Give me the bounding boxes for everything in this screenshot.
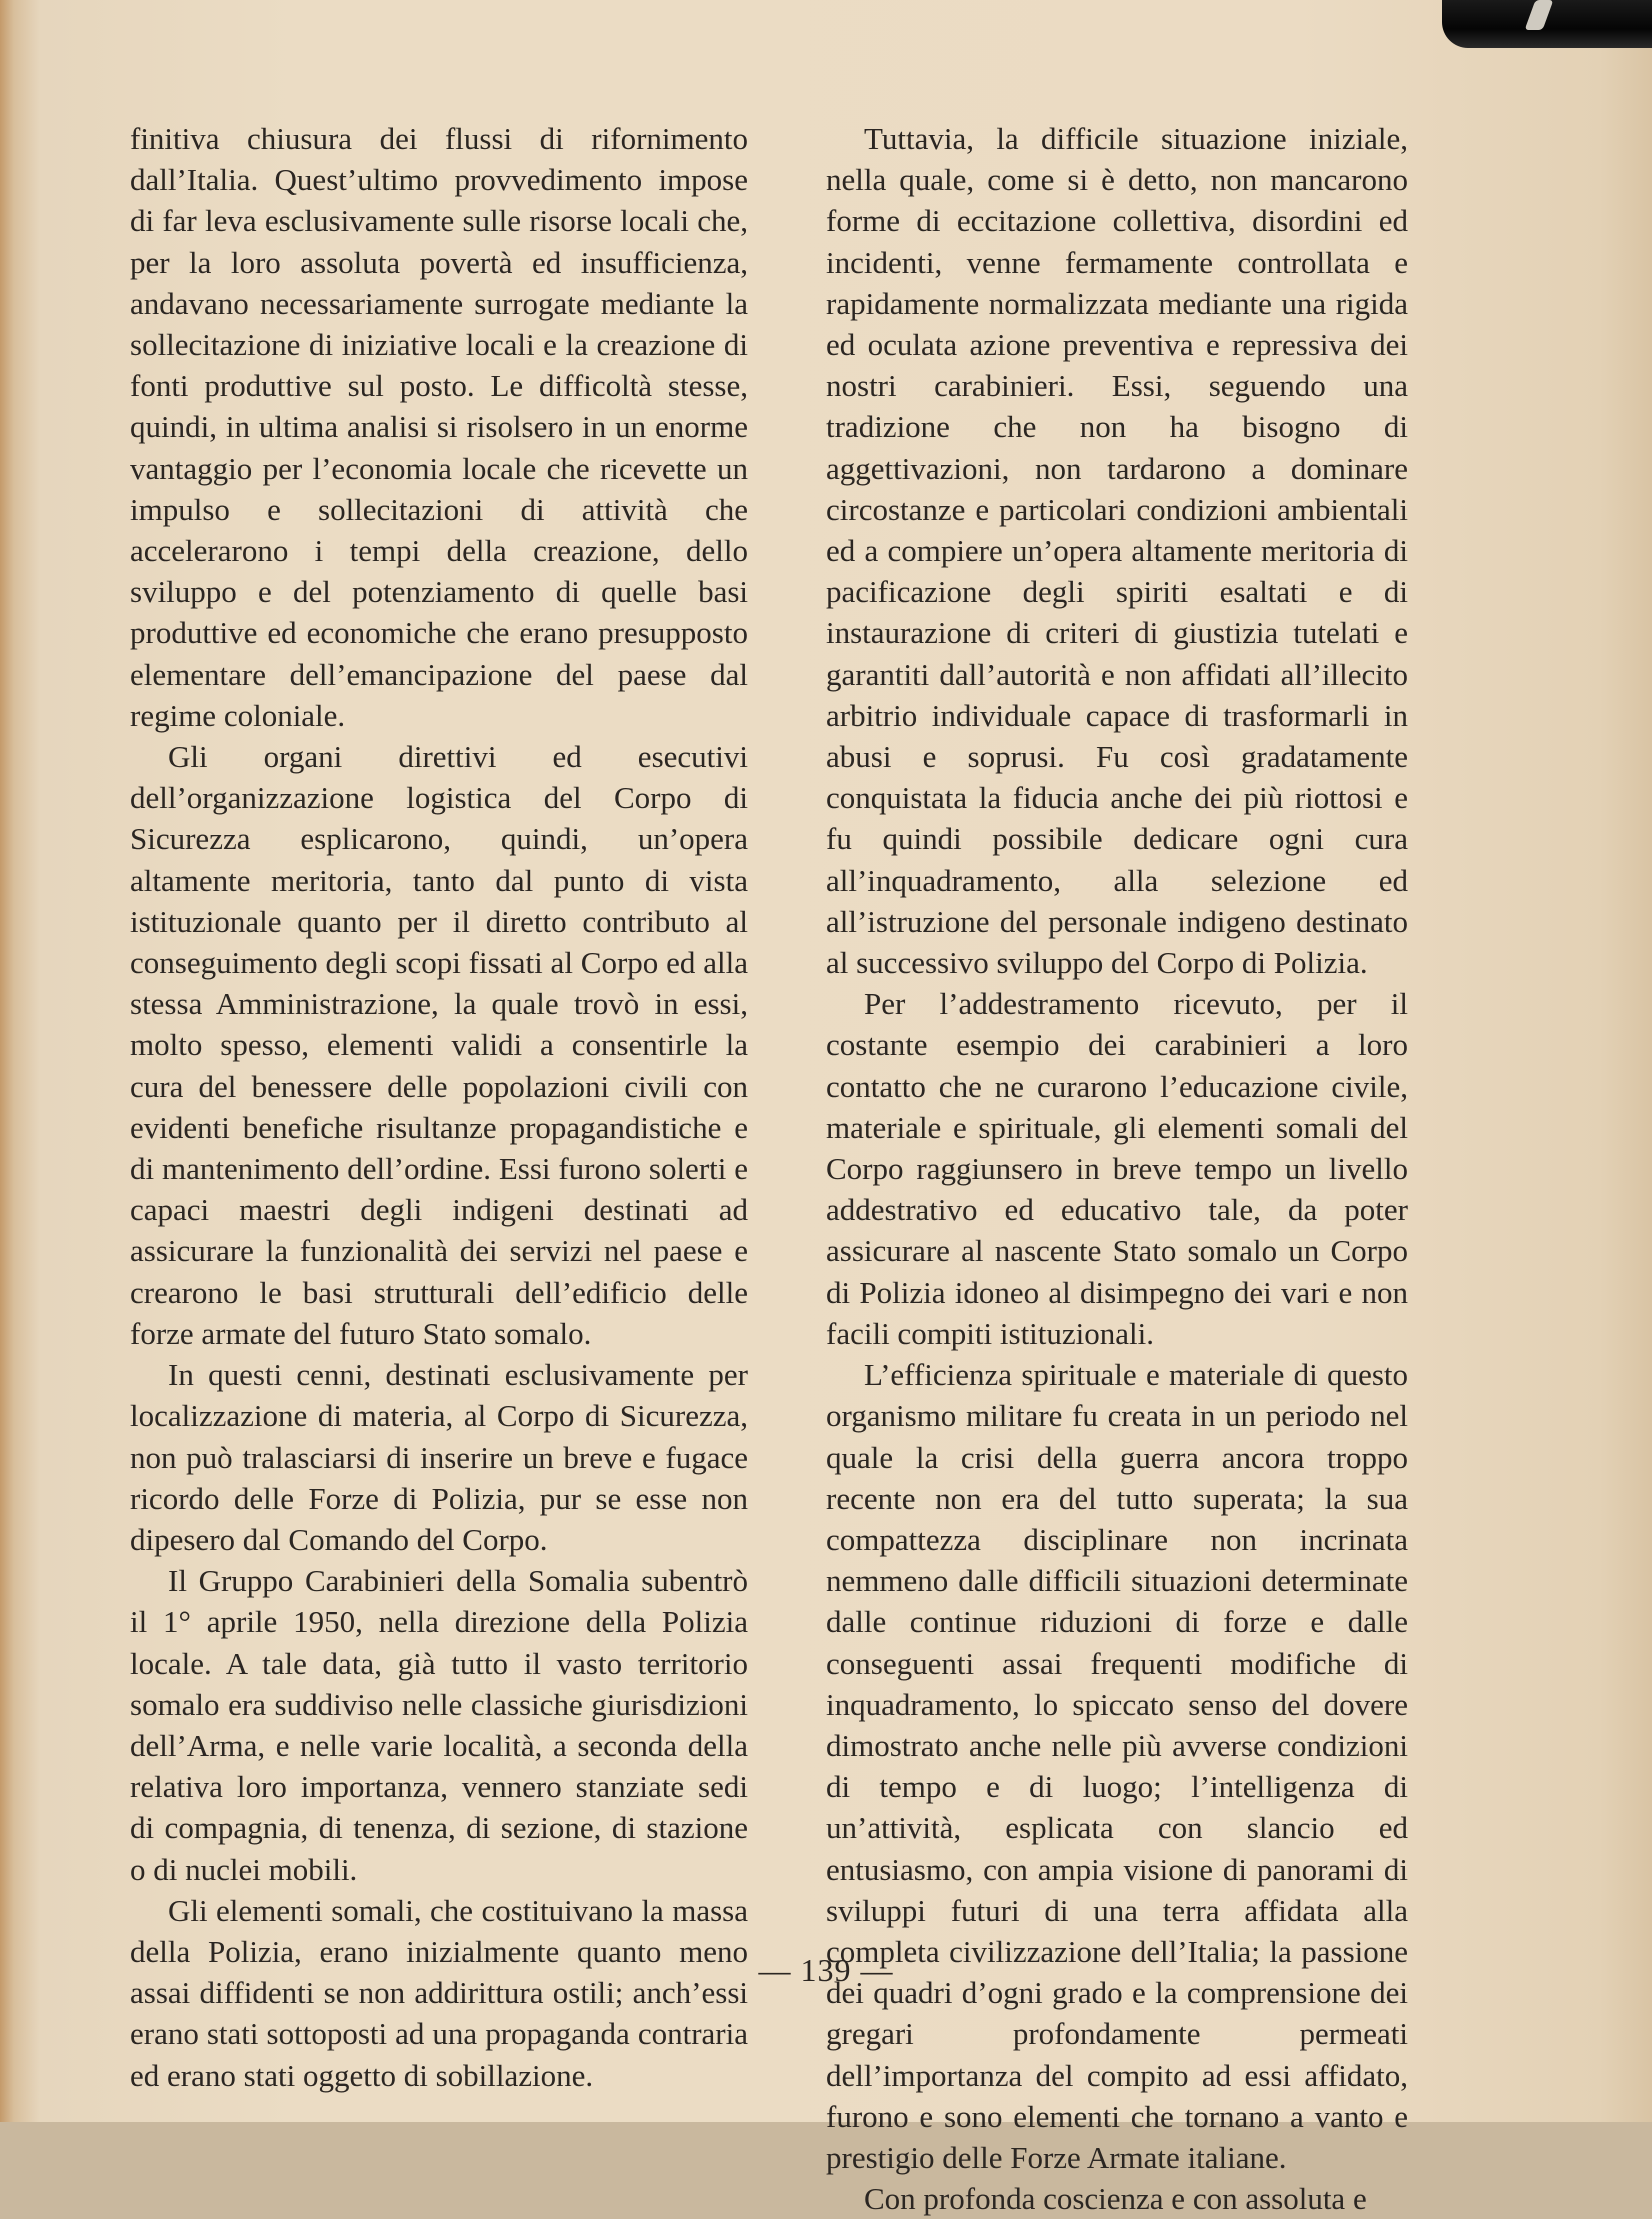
left-text-column [130,118,748,2096]
page-number: — 139 — [758,1952,894,1988]
paragraph: Gli organi direttivi ed esecutivi dell’organizzazione logistica del Corpo di Sicurezza esplicarono, quindi, un’opera altamente meritoria, tanto dal punto di vista istituzionale quanto per il diretto contributo al conseguimento degli scopi fissati al Corpo ed alla stessa Amministrazione, la quale trovò in essi, molto spesso, elementi validi a consentirle la cura del benessere delle popolazioni civili con evidenti benefiche risultanze propagandistiche e di mantenimento dell’ordine. Essi furono solerti e capaci maestri degli indigeni destinati ad assicurare la funzionalità dei servizi nel paese e crearono le basi strutturali dell’edificio delle forze armate del futuro Stato somalo. [130,739,748,1351]
paragraph: Gli elementi somali, che costituivano la massa della Polizia, erano inizialmente quanto meno assai diffidenti se non addirittura ostili; anch’essi erano stati sottoposti ad una propaganda contraria ed erano stati oggetto di sobillazione. [130,1892,748,2093]
paragraph: L’efficienza spirituale e materiale di questo organismo militare fu creata in un periodo nel quale la crisi della guerra ancora troppo recente non era del tutto superata; la sua compattezza disciplinare non incrinata nemmeno dalle difficili situazioni determinate dalle continue riduzioni di forze e dalle conseguenti assai frequenti modifiche di inquadramento, lo spiccato senso del dovere dimostrato anche nelle più avverse condizioni di tempo e di luogo; l’intelligenza di un’attività, esplicata con slancio ed entusiasmo, con ampia visione di panorami di sviluppi futuri di una terra affidata alla completa civilizzazione dell’Italia; la passione dei quadri d’ogni grado e la comprensione dei gregari profondamente permeati dell’importanza del compito ad essi affidato, furono e sono elementi che tornano a vanto e prestigio delle Forze Armate italiane. [826,1357,1408,2175]
paragraph: finitiva chiusura dei flussi di rifornimento dall’Italia. Quest’ultimo provvedimento impose di far leva esclusivamente sulle risorse locali che, per la loro assoluta povertà ed insufficienza, andavano necessariamente surrogate mediante la sollecitazione di iniziative locali e la creazione di fonti produttive sul posto. Le difficoltà stesse, quindi, in ultima analisi si risolsero in un enorme vantaggio per l’economia locale che ricevette un impulso e sollecitazioni di attività che accelerarono i tempi della creazione, dello sviluppo e del potenziamento di quelle basi produttive ed economiche che erano presupposto elementare dell’emancipazione del paese dal regime coloniale. [130,121,748,733]
paragraph: In questi cenni, destinati esclusivamente per localizzazione di materia, al Corpo di Sicurezza, non può tralasciarsi di inserire un breve e fugace ricordo delle Forze di Polizia, pur se esse non dipesero dal Comando del Corpo. [130,1357,748,1557]
paragraph: Tuttavia, la difficile situazione iniziale, nella quale, come si è detto, non mancarono forme di eccitazione collettiva, disordini ed incidenti, venne fermamente controllata e rapidamente normalizzata mediante una rigida ed oculata azione preventiva e repressiva dei nostri carabinieri. Essi, seguendo una tradizione che non ha bisogno di aggettivazioni, non tardarono a dominare circostanze e particolari condizioni ambientali ed a compiere un’opera altamente meritoria di pacificazione degli spiriti esaltati e di instaurazione di criteri di giustizia tutelati e garantiti dall’autorità e non affidati all’illecito arbitrio individuale capace di trasformarli in abusi e soprusi. Fu così gradatamente conquistata la fiducia anche dei più riottosi e fu quindi possibile dedicare ogni cura all’inquadramento, alla selezione ed all’istruzione del personale indigeno destinato al successivo sviluppo del Corpo di Polizia. [826,121,1408,981]
dark-object-corner [1442,0,1652,48]
paragraph: Per l’addestramento ricevuto, per il costante esempio dei carabinieri a loro contatto che ne curarono l’educazione civile, materiale e spirituale, gli elementi somali del Corpo raggiunsero in breve tempo un livello addestrativo ed educativo tale, da poter assicurare al nascente Stato somalo un Corpo di Polizia idoneo al disimpegno dei vari e non facili compiti istituzionali. [826,986,1408,1351]
paragraph: Il Gruppo Carabinieri della Somalia subentrò il 1° aprile 1950, nella direzione della Polizia locale. A tale data, già tutto il vasto territorio somalo era suddiviso nelle classiche giurisdizioni dell’Arma, e nelle varie località, a seconda della relativa loro importanza, vennero stanziate sedi di compagnia, di tenenza, di sezione, di stazione o di nuclei mobili. [130,1563,748,1887]
paragraph: Con profonda coscienza e con assoluta e [864,2181,1367,2217]
right-text-column [826,118,1408,2219]
